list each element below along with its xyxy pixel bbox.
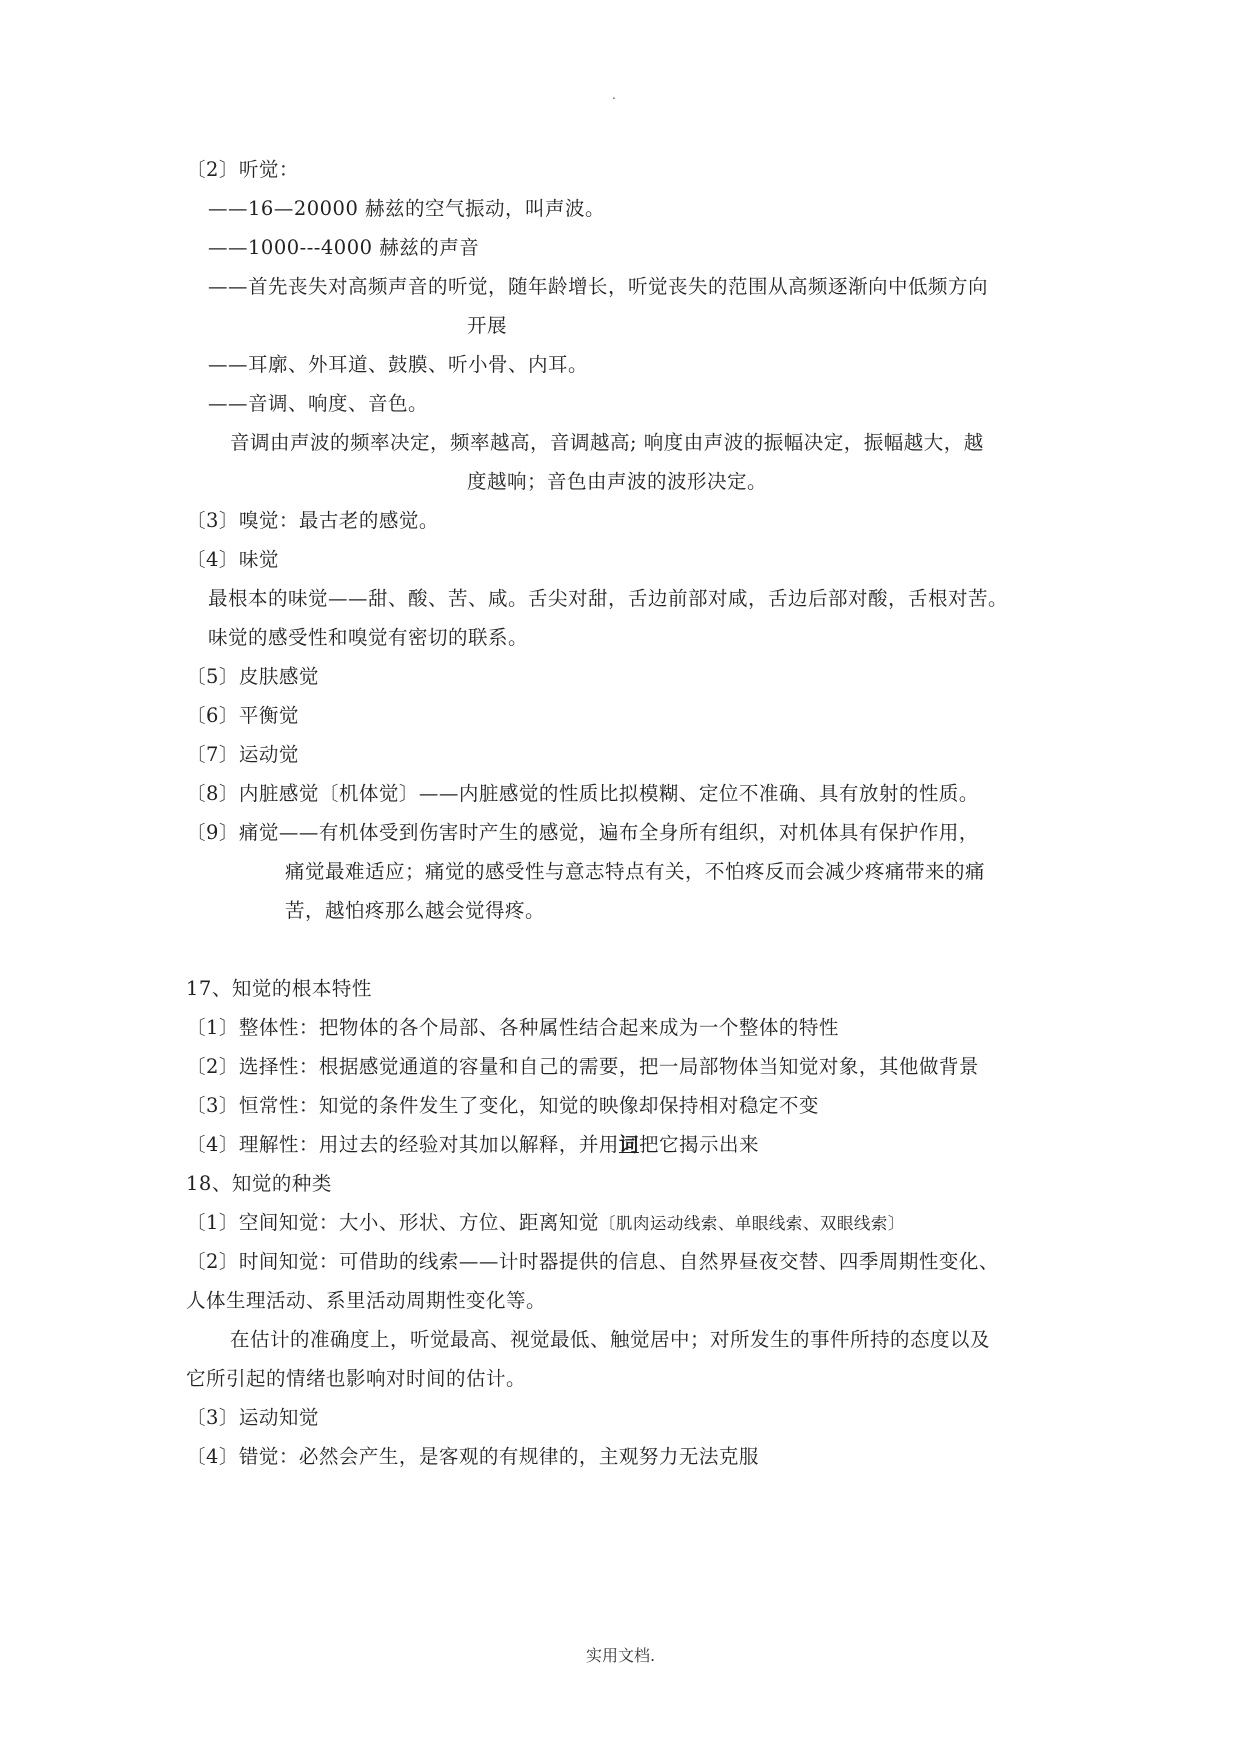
page-header-mark: . <box>612 88 616 102</box>
text-line: 开展 <box>467 314 508 337</box>
text-line: 音调由声波的频率决定，频率越高，音调越高; 响度由声波的振幅决定，振幅越大，越 <box>230 431 984 454</box>
text-line: 〔3〕恒常性：知觉的条件发生了变化，知觉的映像却保持相对稳定不变 <box>186 1094 819 1117</box>
text-line: 度越响；音色由声波的波形决定。 <box>467 470 768 493</box>
text-line: 〔3〕运动知觉 <box>186 1406 319 1429</box>
text-line: 〔2〕选择性：根据感觉通道的容量和自己的需要，把一局部物体当知觉对象，其他做背景 <box>186 1055 979 1078</box>
text-line: ——音调、响度、音色。 <box>208 392 429 415</box>
text-line <box>186 1211 905 1236</box>
text-line: 人体生理活动、系里活动周期性变化等。 <box>186 1289 547 1312</box>
page-footer: 实用文档. <box>585 1646 656 1665</box>
section-heading-17: 17、知觉的根本特性 <box>186 977 372 1000</box>
text-line: 味觉的感受性和嗅觉有密切的联系。 <box>208 626 529 649</box>
skin-sense-heading: 〔5〕皮肤感觉 <box>186 665 319 688</box>
text-line: 〔4〕错觉：必然会产生，是客观的有规律的，主观努力无法克服 <box>186 1445 759 1468</box>
text-line: 〔1〕整体性：把物体的各个局部、各种属性结合起来成为一个整体的特性 <box>186 1016 839 1039</box>
text-line: ——1000---4000 赫兹的声音 <box>208 236 480 259</box>
text-line: ——首先丧失对高频声音的听觉，随年龄增长，听觉丧失的范围从高频逐渐向中低频方向 <box>208 275 989 298</box>
section-heading-18: 18、知觉的种类 <box>186 1172 332 1195</box>
text-span: 〔1〕空间知觉：大小、形状、方位、距离知觉 <box>186 1211 599 1234</box>
text-line: 在估计的准确度上，听觉最高、视觉最低、触觉居中；对所发生的事件所持的态度以及 <box>230 1328 991 1351</box>
balance-heading: 〔6〕平衡觉 <box>186 704 299 727</box>
motion-sense-heading: 〔7〕运动觉 <box>186 743 299 766</box>
pain-heading: 〔9〕痛觉——有机体受到伤害时产生的感觉，遍布全身所有组织，对机体具有保护作用， <box>186 821 979 844</box>
hearing-heading: 〔2〕听觉： <box>186 158 299 181</box>
text-span: 〔4〕理解性：用过去的经验对其加以解释，并用 <box>186 1133 619 1156</box>
text-line: 最根本的味觉——甜、酸、苦、咸。舌尖对甜，舌边前部对咸，舌边后部对酸，舌根对苦。 <box>208 587 1009 610</box>
text-line: 痛觉最难适应；痛觉的感受性与意志特点有关，不怕疼反而会减少疼痛带来的痛 <box>285 860 986 883</box>
text-line: ——16—20000 赫兹的空气振动，叫声波。 <box>208 197 606 220</box>
visceral-heading: 〔8〕内脏感觉〔机体觉〕——内脏感觉的性质比拟模糊、定位不准确、具有放射的性质。 <box>186 782 979 805</box>
smell-heading: 〔3〕嗅觉：最古老的感觉。 <box>186 509 439 532</box>
small-note: 〔肌肉运动线索、单眼线索、双眼线索〕 <box>598 1214 905 1233</box>
taste-heading: 〔4〕味觉 <box>186 548 279 571</box>
text-line: 苦，越怕疼那么越会觉得疼。 <box>285 899 546 922</box>
text-line: ——耳廓、外耳道、鼓膜、听小骨、内耳。 <box>208 353 589 376</box>
text-span: 把它揭示出来 <box>638 1133 759 1156</box>
underlined-word: 词 <box>618 1133 639 1156</box>
text-line <box>186 1133 759 1157</box>
text-line: 〔2〕时间知觉：可借助的线索——计时器提供的信息、自然界昼夜交替、四季周期性变化、 <box>186 1250 999 1273</box>
text-line: 它所引起的情绪也影响对时间的估计。 <box>186 1367 527 1390</box>
